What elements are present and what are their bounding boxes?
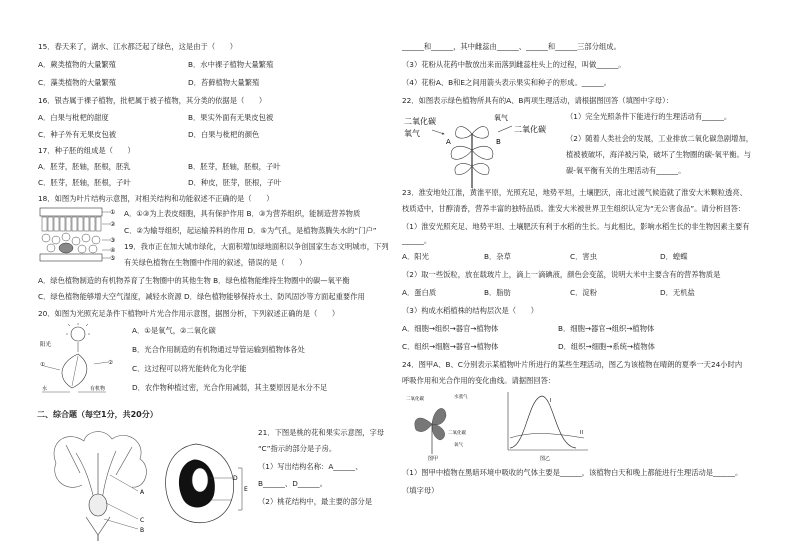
q23-p1-option-d: D．蝗蝶 (660, 252, 688, 261)
leaf-shape (62, 354, 87, 388)
q24-stem-2: 呼吸作用和光合作用的变化曲线。请据图回答： (402, 376, 556, 385)
q17-option-c: C．胚芽，胚轴，胚根，子叶 (38, 178, 131, 187)
q23-p1-option-a: A．阳光 (402, 252, 429, 261)
q19-stem-1: 19．我市正在加大城市绿化，大面积增加绿地面积以争创国家生态文明城市，下列 (124, 242, 389, 251)
q20-option-d: D．农作物种植过密，光合作用减弱，其主要原因是水分不足 (132, 383, 328, 392)
palisade-cells-shape (42, 217, 101, 231)
q23-stem-2: 枝质适中，甘醇清香，营养丰富的独特品质。淮安大米被世界卫生组织认定为“无公害食品”。请分析回答： (402, 204, 746, 213)
leaf-label-1: ① (110, 209, 116, 216)
leaf-process-label-1: ① (40, 362, 45, 368)
curve-1-label: I (550, 398, 552, 404)
figure-yi-caption: 图乙 (540, 456, 551, 462)
q23-part-1-blank: ______。 (402, 236, 432, 245)
q23-p3-option-b: B．细胞→器官→组织→植物体 (558, 324, 655, 333)
q23-p1-option-b: B．杂草 (484, 252, 511, 261)
q23-stem-1: 23．淮安地处江淮，黄淮平原，光照充足，地势平坦，土壤肥沃，南北过渡气候造就了淮安大米颗粒透亮、 (402, 188, 747, 197)
vein-shape (59, 243, 73, 253)
q20-stem: 20．如图为光照充足条件下植物叶片光合作用示意图，据图分析，下列叙述正确的是（ ） (38, 309, 340, 318)
q21-stem-1: 21．下图是桃的花和果实示意图，字母 (258, 428, 385, 437)
q24-part-1-note: （填字母） (402, 486, 439, 495)
q22-stem: 22．如图表示绿色植物所具有的A、B两项生理活动，请根据图回答（填图中字母）： (402, 96, 674, 105)
q18-option-cd: C．②为输导组织，起运输养料的作用 D．⑤为气孔，是植物蒸腾失水的“门户” (124, 226, 377, 235)
q18-stem: 18．如图为叶片结构示意图，对相关结构和功能叙述不正确的是（ ） (38, 194, 274, 203)
ovary-shape (89, 494, 107, 516)
q21-continuation-3: （4）花粉A、B和E之间用箭头表示果实和种子的形成。______。 (402, 78, 611, 87)
q17-option-a: A．胚芽，胚轴，胚根，胚乳 (38, 162, 131, 171)
fruit-label-d: D (233, 475, 238, 482)
q19-option-cd: C．绿色植物能够增大空气湿度，减轻水资源 D．绿色植物能够保持水土、防风固沙等方面起重要作用 (38, 292, 365, 301)
q15-stem: 15．春天来了，湖水、江水都泛起了绿色，这是由于（ ） (38, 42, 238, 51)
q15-option-a: A．蕨类植物的大量繁殖 (38, 60, 116, 69)
q16-stem: 16．银杏属于裸子植物，批杷属于被子植物，其分类的依据是（ ） (38, 96, 267, 105)
q22-part-2b: 植被被破坏，海洋被污染，破坏了生物圈的碳-氧平衡。与 (566, 150, 752, 159)
q23-p3-option-a: A．细胞→组织→器官→植物体 (402, 324, 499, 333)
fig-jia-co2b-label: 二氧化碳 (448, 431, 466, 436)
q19-stem-2: 有关绿色植物在生物圈中作用的叙述，错误的是（ ） (124, 258, 307, 267)
leaf-label-2: ② (110, 221, 116, 228)
fig-jia-water-label: 水蒸气 (454, 395, 468, 400)
upper-epidermis-shape (40, 208, 102, 216)
fig-jia-leaves-shape (415, 408, 446, 440)
q23-p2-option-d: D．无机盐 (660, 288, 695, 297)
q17-stem: 17．种子胚的组成是（ ） (38, 146, 135, 155)
flower-label-a: A (140, 489, 145, 496)
organic-matter-label: 有机物 (90, 386, 106, 392)
q15-option-b: B．水中裸子植物大量繁殖 (188, 60, 274, 69)
q18-option-ab: A．①③为上表皮细胞，具有保护作用 B．③为营养组织，能制造营养物质 (124, 209, 361, 218)
curve-2-label: II (580, 430, 583, 436)
leaf-section-figure (38, 204, 118, 276)
q23-p1-option-c: C．害虫 (570, 252, 597, 261)
flower-label-c: C (140, 517, 145, 524)
figure-jia (402, 390, 486, 462)
q20-option-c: C．这过程可以将光能转化为化学能 (132, 364, 247, 373)
q22-part-2c: 碳-氧平衡有关的生理活动有______。 (566, 166, 686, 175)
q16-option-a: A．白果与枇杷的甜度 (38, 113, 109, 122)
lower-epidermis-shape (40, 254, 102, 261)
q24-part-1: （1）图甲中植物在黑暗环境中吸收的气体主要是______，该植物白天和晚上都能进行生理活动是______。 (402, 468, 743, 477)
q21-part-2: B______、D______。 (258, 479, 327, 488)
q17-option-b: B．胚芽，胚轴，胚根，子叶 (188, 162, 281, 171)
q16-option-b: B．果实外面有无果皮包被 (188, 113, 274, 122)
q21-continuation-2: （3）花粉从花药中散放出来而落到雌蕊柱头上的过程，叫做______。 (402, 60, 626, 69)
leaf-process-label-2: ② (108, 360, 113, 366)
leaf-label-5: ⑤ (110, 255, 116, 262)
q15-option-c: C．藻类植物的大量繁殖 (38, 78, 117, 87)
label-b: B (496, 138, 501, 146)
q22-part-1: （1）完全光照条件下能进行的生理活动有______。 (566, 112, 732, 121)
section-2-heading: 二、综合题（每空1分，共20分） (37, 410, 158, 419)
sun-label: 阳光 (40, 342, 52, 348)
plant-gas-exchange-figure (402, 104, 562, 194)
q23-part-1: （1）淮安光照充足、地势平坦、土壤肥沃有利于水稻的生长。与此相比，影响水稻生长的非生物因素主要有 (402, 222, 750, 231)
o2-right-label: 氧气 (494, 114, 508, 122)
seed-shape (192, 468, 208, 492)
q23-p3-option-d: D．组织→细胞→系统→植物体 (558, 342, 655, 351)
q17-option-d: D．种皮，胚芽，胚根，子叶 (188, 178, 282, 187)
co2-right-label: 二氧化碳 (514, 125, 546, 134)
curve-1-line (510, 396, 576, 448)
q16-option-c: C．种子外有无果皮包被 (38, 130, 117, 139)
q16-option-d: D．白果与枇杷的颜色 (188, 130, 260, 139)
leaf-label-3: ③ (110, 237, 116, 244)
leaf-label-4: ④ (110, 247, 116, 254)
photosynthesis-figure (38, 322, 120, 398)
figure-yi (498, 388, 594, 464)
q23-part-3: （3）构成水稻植株的结构层次是（ ） (402, 306, 538, 315)
q21-part-3: （2）桃花结构中，最主要的部分是 (258, 497, 373, 506)
q23-part-2: （2）取一些饭粒，放在载玻片上，滴上一滴碘液，颜色会变蓝，说明大米中主要含有的营养物质是 (402, 270, 721, 279)
flower-label-b: B (140, 527, 145, 534)
q23-p2-option-c: C．淀粉 (570, 288, 597, 297)
q22-part-2a: （2）随着人类社会的发展，工业排放二氧化碳急剧增加， (566, 134, 754, 143)
peach-fruit-figure (156, 438, 254, 538)
fruit-label-e: E (244, 486, 248, 493)
q23-p2-option-b: B．脂肪 (484, 288, 511, 297)
q20-option-a: A．①是氧气，②二氧化碳 (132, 326, 216, 335)
q21-continuation-1: ______和______，其中雌蕊由______、______和______三部分组成。 (402, 42, 621, 51)
q20-option-b: B．光合作用制造的有机物通过导管运输到植物体各处 (132, 345, 305, 354)
q19-option-ab: A．绿色植物制造的有机物养育了生物圈中的其他生物 B．绿色植物能维持生物圈中的碳—氧平衡 (38, 276, 350, 285)
water-label: 水 (42, 386, 48, 392)
fig-jia-o2-label: 氧气 (454, 443, 463, 448)
q21-stem-2: “C”指示的部分是子房。 (258, 444, 337, 453)
q15-option-d: D．苔藓植物大量繁殖 (188, 78, 260, 87)
figure-jia-caption: 图甲 (428, 456, 439, 462)
fig-jia-co2-label: 二氧化碳 (406, 397, 424, 402)
label-a: A (446, 138, 451, 146)
peach-flower-figure (46, 423, 158, 541)
q21-part-1: （1）写出结构名称：A______、 (258, 462, 363, 471)
co2-left-label: 二氧化碳 (404, 117, 436, 126)
sun-icon (71, 327, 85, 341)
o2-left-label: 氧气 (404, 129, 420, 138)
q24-stem-1: 24．图甲A、B、C分别表示某植物叶片所进行的某些生理活动，图乙为该植物在晴朗的夏季一天24小时内 (402, 360, 743, 369)
q23-p2-option-a: A．蛋白质 (402, 288, 437, 297)
q23-p3-option-c: C．组织→细胞→器官→植物体 (402, 342, 499, 351)
